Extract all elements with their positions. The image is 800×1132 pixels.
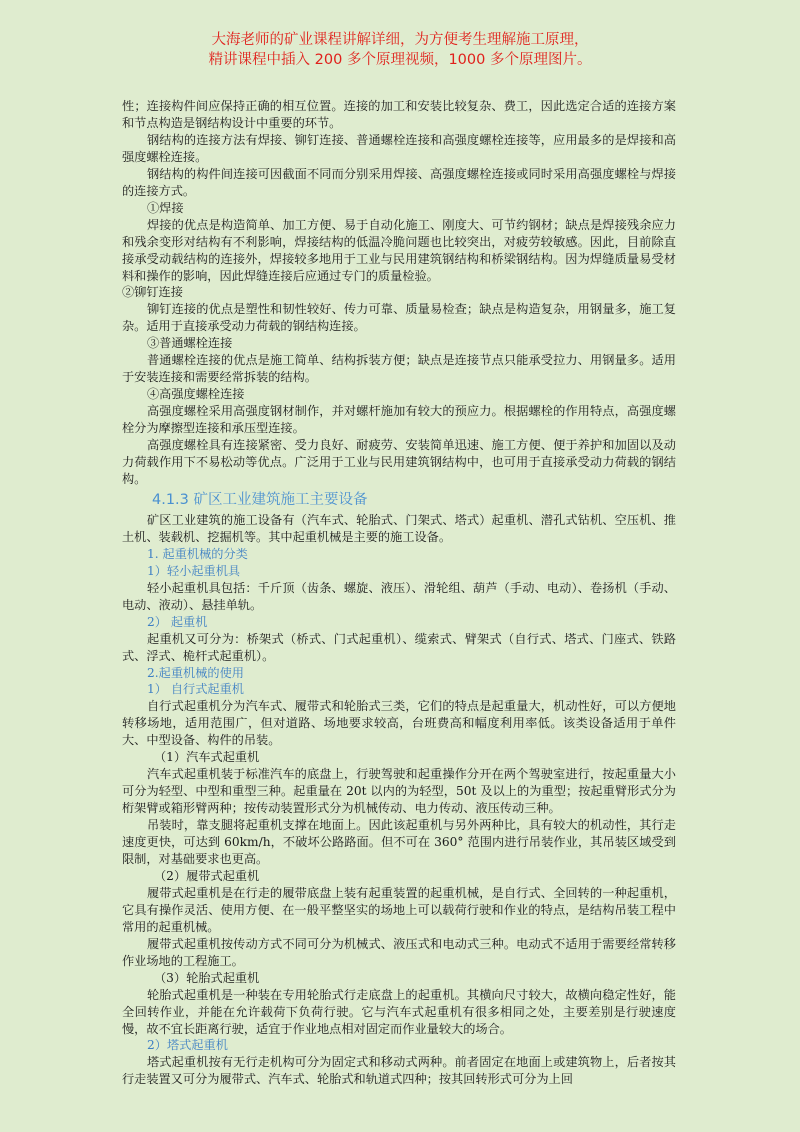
paragraph: 自行式起重机分为汽车式、履带式和轮胎式三类，它们的特点是起重量大，机动性好，可以方便地转移场地，适用范围广，但对道路、场地要求较高，台班费高和幅度利用率低。该类设备适用于单件大、中型设备、构件的吊装。	[122, 699, 676, 748]
paragraph: 高强度螺栓具有连接紧密、受力良好、耐疲劳、安装简单迅速、施工方便、便于养护和加固以及动力荷载作用下不易松动等优点。广泛用于工业与民用建筑钢结构中，也可用于直接承受动力荷载的钢结构。	[122, 438, 676, 486]
banner-line-1: 大海老师的矿业课程讲解详细，为方便考生理解施工原理，	[211, 32, 589, 48]
document-body	[122, 98, 676, 1088]
banner-line-2: 精讲课程中插入 200 多个原理视频，1000 多个原理图片。	[208, 52, 592, 68]
subheading-tower-crane: 2）塔式起重机	[147, 1038, 228, 1053]
paragraph: 铆钉连接的优点是塑性和韧性较好、传力可靠、质量易检查；缺点是构造复杂，用钢量多，施工复杂。适用于直接承受动力荷载的钢结构连接。	[122, 302, 676, 334]
subheading-classification: 1. 起重机械的分类	[147, 546, 248, 561]
paragraph: 高强度螺栓采用高强度钢材制作，并对螺杆施加有较大的预应力。根据螺栓的作用特点，高强度螺栓分为摩擦型连接和承压型连接。	[122, 404, 676, 436]
paragraph: 汽车式起重机装于标准汽车的底盘上，行驶驾驶和起重操作分开在两个驾驶室进行，按起重量大小可分为轻型、中型和重型三种。起重量在 20t 以内的为轻型，50t 及以上的为重型；按起重臂形式分为桁架臂或箱形臂两种；按传动装置形式分为机械传动、电力传动、液压传动三种。	[122, 767, 676, 816]
subheading-tyre-crane: （3）轮胎式起重机	[154, 970, 260, 985]
paragraph: 起重机又可分为：桥架式（桥式、门式起重机）、缆索式、臂架式（自行式、塔式、门座式、铁路式、浮式、桅杆式起重机）。	[122, 631, 676, 663]
paragraph: 钢结构的连接方法有焊接、铆钉连接、普通螺栓连接和高强度螺栓连接等，应用最多的是焊接和高强度螺栓连接。	[122, 132, 676, 164]
paragraph: 吊装时，靠支腿将起重机支撑在地面上。因此该起重机与另外两种比，具有较大的机动性，其行走速度更快，可达到 60km/h，不破坏公路路面。但不可在 360° 范围内进行吊装作业，其吊装区域受到限制，对基础要求也更高。	[122, 818, 676, 866]
promo-banner	[0, 30, 800, 70]
subheading-usage: 2.起重机械的使用	[147, 665, 244, 680]
paragraph: 矿区工业建筑的施工设备有（汽车式、轮胎式、门架式、塔式）起重机、潜孔式钻机、空压机、推土机、装载机、挖掘机等。其中起重机械是主要的施工设备。	[122, 512, 676, 544]
subheading-bolt: ③普通螺栓连接	[147, 336, 233, 351]
subheading-self-propelled: 1） 自行式起重机	[147, 682, 244, 697]
paragraph: 履带式起重机按传动方式不同可分为机械式、液压式和电动式三种。电动式不适用于需要经常转移作业场地的工程施工。	[122, 936, 676, 968]
paragraph: 轻小起重机具包括：千斤顶（齿条、螺旋、液压）、滑轮组、葫芦（手动、电动）、卷扬机（手动、电动、液动）、悬挂单轨。	[122, 580, 676, 612]
subheading-weld: ①焊接	[147, 200, 184, 215]
paragraph: 性；连接构件间应保持正确的相互位置。连接的加工和安装比较复杂、费工，因此选定合适的连接方案和节点构造是钢结构设计中重要的环节。	[122, 99, 676, 130]
paragraph: 焊接的优点是构造简单、加工方便、易于自动化施工、刚度大、可节约钢材；缺点是焊接残余应力和残余变形对结构有不利影响，焊接结构的低温冷脆问题也比较突出，对疲劳较敏感。因此，目前除直接承受动载结构的连接外，焊接较多地用于工业与民用建筑钢结构和桥梁钢结构。因为焊缝质量易受材料和操作的影响，因此焊缝连接后应通过专门的质量检验。	[122, 217, 676, 283]
subheading-truck-crane: （1）汽车式起重机	[154, 750, 260, 765]
paragraph: 履带式起重机是在行走的履带底盘上装有起重装置的起重机械，是自行式、全回转的一种起重机，它具有操作灵活、使用方便、在一般平整坚实的场地上可以载荷行驶和作业的特点，是结构吊装工程中常用的起重机械。	[122, 885, 676, 934]
paragraph: 轮胎式起重机是一种装在专用轮胎式行走底盘上的起重机。其横向尺寸较大，故横向稳定性好，能全回转作业，并能在允许载荷下负荷行驶。它与汽车式起重机有很多相同之处，主要差别是行驶速度慢，故不宜长距离行驶，适宜于作业地点相对固定而作业量较大的场合。	[122, 987, 676, 1036]
paragraph: 钢结构的构件间连接可因截面不同而分别采用焊接、高强度螺栓连接或同时采用高强度螺栓与焊接的连接方式。	[122, 166, 676, 198]
paragraph: 塔式起重机按有无行走机构可分为固定式和移动式两种。前者固定在地面上或建筑物上，后者按其行走装置又可分为履带式、汽车式、轮胎式和轨道式四种；按其回转形式可分为上回	[122, 1055, 676, 1087]
section-heading: 4.1.3 矿区工业建筑施工主要设备	[152, 491, 368, 508]
paragraph: 普通螺栓连接的优点是施工简单、结构拆装方便；缺点是连接节点只能承受拉力、用钢量多。适用于安装连接和需要经常拆装的结构。	[122, 353, 676, 385]
subheading-rivet: ②铆钉连接	[122, 285, 183, 300]
subheading-light-lifting: 1）轻小起重机具	[147, 563, 241, 578]
subheading-hs-bolt: ④高强度螺栓连接	[147, 387, 245, 402]
subheading-crawler-crane: （2）履带式起重机	[154, 868, 260, 883]
subheading-crane: 2） 起重机	[147, 614, 208, 629]
